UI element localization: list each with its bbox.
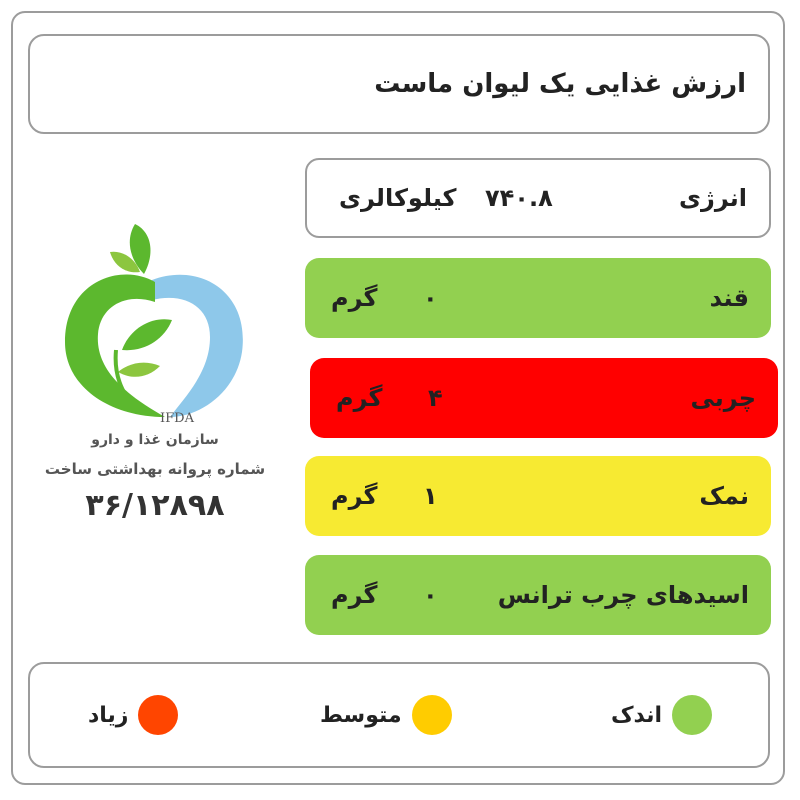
logo-text: IFDA [160,411,194,426]
trans-fat-value: ۰ [423,581,438,609]
legend-label-low: اندک [610,702,662,728]
legend-dot-medium [412,695,452,735]
fat-row [310,358,778,438]
legend-dot-low [672,695,712,735]
sugar-unit: گرم [331,284,378,312]
fat-value: ۴ [428,384,443,412]
salt-row [305,456,771,536]
license-label: شماره پروانه بهداشتی ساخت [44,460,266,478]
legend-label-high: زیاد [88,702,129,728]
ifda-apple-logo-icon [60,222,250,427]
page-title: ارزش غذایی یک لیوان ماست [374,69,746,99]
legend-box [28,662,770,768]
energy-label: انرژی [679,184,747,212]
sugar-label: قند [709,284,749,312]
trans-fat-row [305,555,771,635]
license-number: ۳۶/۱۲۸۹۸ [85,488,225,523]
trans-fat-unit: گرم [331,581,378,609]
salt-label: نمک [699,482,749,510]
organization-name: سازمان غذا و دارو [91,432,219,448]
energy-row [305,158,771,238]
salt-value: ۱ [423,482,438,510]
legend-item-low [611,695,712,735]
legend-label-medium: متوسط [320,702,402,728]
energy-unit: کیلوکالری [339,184,457,212]
legend-item-medium [320,695,452,735]
fat-unit: گرم [336,384,383,412]
legend-dot-high [138,695,178,735]
title-box [28,34,770,134]
legend-item-high [88,695,178,735]
trans-fat-label: اسیدهای چرب ترانس [497,581,749,609]
sugar-row [305,258,771,338]
salt-unit: گرم [331,482,378,510]
fat-label: چربی [690,384,756,412]
sugar-value: ۰ [423,284,438,312]
energy-value: ۷۴۰.۸ [485,184,553,212]
